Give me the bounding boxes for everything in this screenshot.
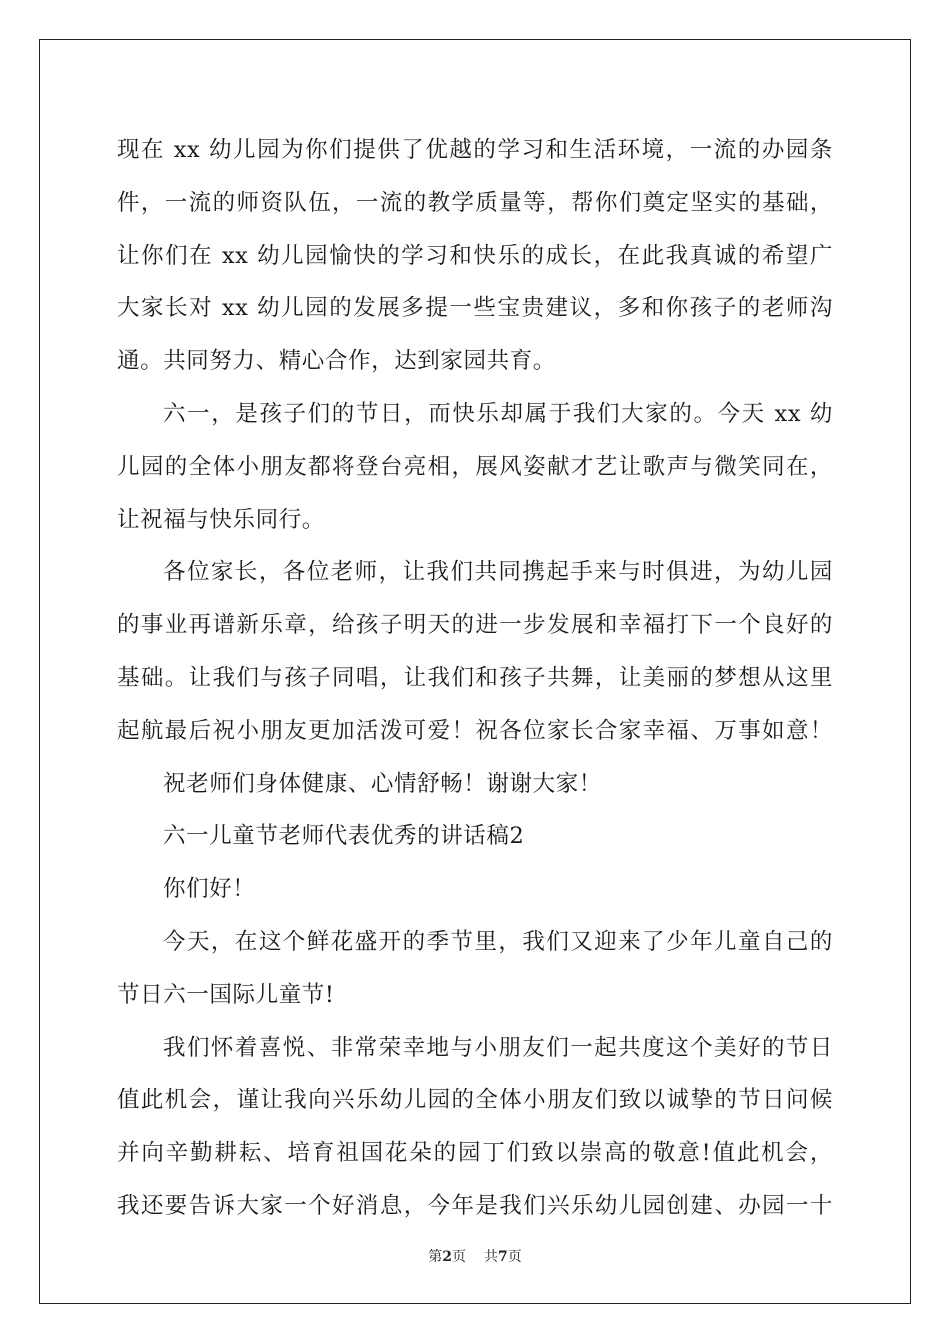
document-body: [117, 124, 833, 1233]
text-line: 我还要告诉大家一个好消息，今年是我们兴乐幼儿园创建、办园一十: [117, 1192, 833, 1219]
text-line: 各位家长，各位老师，让我们共同携起手来与时俱进，为幼儿园: [163, 559, 833, 586]
text-line: 的事业再谱新乐章，给孩子明天的进一步发展和幸福打下一个良好的: [117, 612, 833, 639]
text-line: 并向辛勤耕耘、培育祖国花朵的园丁们致以崇高的敬意!值此机会，: [117, 1140, 833, 1167]
footer-page-number: 2: [442, 1249, 452, 1265]
text-line: 值此机会，谨让我向兴乐幼儿园的全体小朋友们致以诚挚的节日问候: [117, 1087, 833, 1114]
text-line: 让你们在 xx 幼儿园愉快的学习和快乐的成长，在此我真诚的希望广: [117, 242, 833, 269]
footer-total-prefix: 共: [484, 1249, 498, 1265]
text-line: 六一，是孩子们的节日，而快乐却属于我们大家的。今天 xx 幼: [163, 400, 833, 427]
text-line: 基础。让我们与孩子同唱，让我们和孩子共舞，让美丽的梦想从这里: [117, 664, 833, 691]
text-line: 大家长对 xx 幼儿园的发展多提一些宝贵建议，多和你孩子的老师沟: [117, 295, 833, 322]
footer-total-suffix: 页: [507, 1249, 522, 1265]
text-line: 起航最后祝小朋友更加活泼可爱！祝各位家长合家幸福、万事如意！: [117, 717, 833, 744]
footer-page-prefix: 第: [428, 1249, 443, 1265]
text-line: 现在 xx 幼儿园为你们提供了优越的学习和生活环境，一流的办园条: [117, 137, 833, 163]
text-line: 今天，在这个鲜花盛开的季节里，我们又迎来了少年儿童自己的: [163, 928, 833, 955]
text-line: 祝老师们身体健康、心情舒畅！谢谢大家！: [163, 770, 602, 797]
text-line: 你们好！: [163, 876, 256, 903]
text-line: 让祝福与快乐同行。: [117, 506, 325, 533]
text-line: 节日六一国际儿童节!: [117, 981, 335, 1008]
text-line: 通。共同努力、精心合作，达到家园共育。: [117, 348, 556, 375]
footer-page-suffix: 页: [452, 1249, 466, 1265]
text-line: 六一儿童节老师代表优秀的讲话稿2: [163, 823, 525, 850]
page-footer: [0, 1246, 950, 1266]
text-line: 我们怀着喜悦、非常荣幸地与小朋友们一起共度这个美好的节日: [163, 1034, 833, 1061]
footer-total-number: 7: [498, 1249, 508, 1265]
text-line: 儿园的全体小朋友都将登台亮相，展风姿献才艺让歌声与微笑同在，: [117, 453, 833, 480]
text-line: 件，一流的师资队伍，一流的教学质量等，帮你们奠定坚实的基础，: [117, 189, 833, 216]
